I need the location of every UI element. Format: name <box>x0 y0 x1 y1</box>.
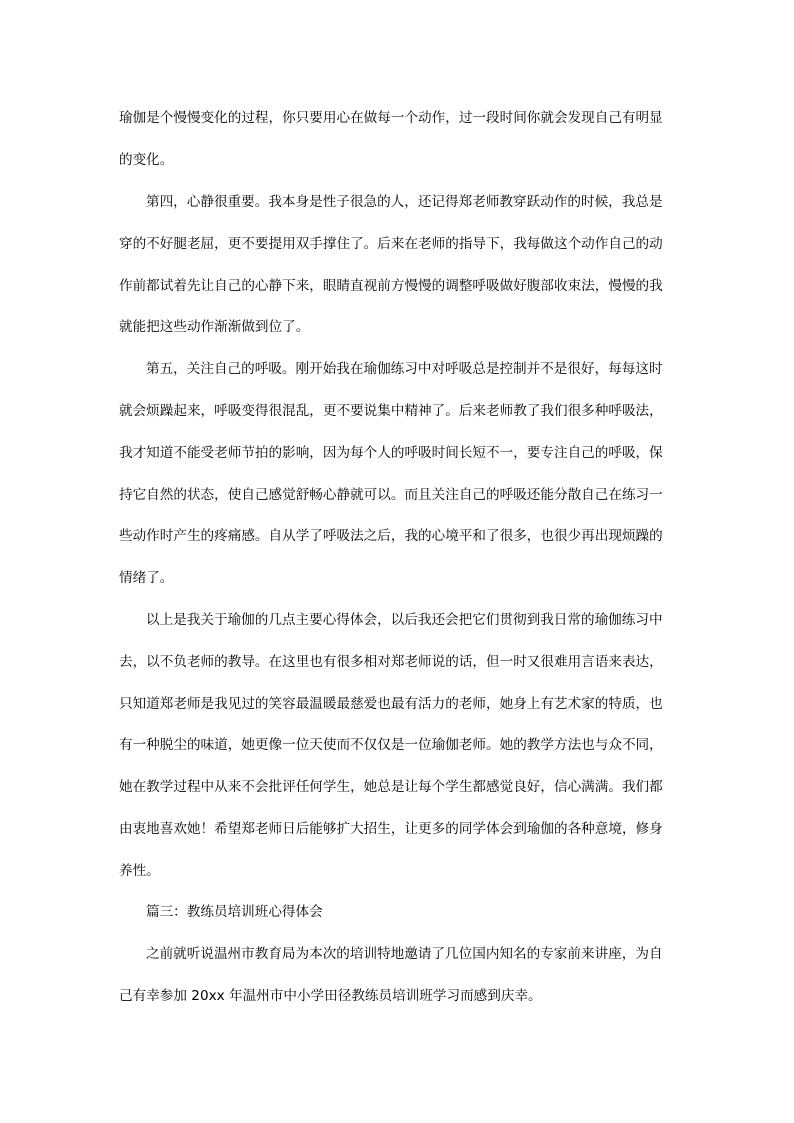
paragraph-line: 瑜伽是个慢慢变化的过程，你只要用心在做每一个动作，过一段时间你就会发现自己有明显 <box>119 110 663 126</box>
paragraph-line: 她在教学过程中从来不会批评任何学生，她总是让每个学生都感觉良好，信心满满。我们都 <box>119 779 663 795</box>
paragraph-line: 由衷地喜欢她！希望郑老师日后能够扩大招生，让更多的同学体会到瑜伽的各种意境，修身 <box>119 821 663 837</box>
section-heading: 篇三：教练员培训班心得体会 <box>146 904 323 920</box>
paragraph-line: 养性。 <box>119 863 160 879</box>
paragraph-line: 就能把这些动作渐渐做到位了。 <box>119 319 310 335</box>
paragraph-line: 有一种脱尘的味道，她更像一位天使而不仅仅是一位瑜伽老师。她的教学方法也与众不同， <box>119 737 663 753</box>
paragraph-line: 作前都试着先让自己的心静下来，眼睛直视前方慢慢的调整呼吸做好腹部收束法，慢慢的我 <box>119 278 663 294</box>
paragraph-line: 持它自然的状态，使自己感觉舒畅心静就可以。而且关注自己的呼吸还能分散自己在练习一 <box>119 487 663 503</box>
paragraph-line: 第四，心静很重要。我本身是性子很急的人，还记得郑老师教穿跃动作的时候，我总是 <box>146 194 663 210</box>
paragraph-line: 穿的不好腿老屈，更不要提用双手撑住了。后来在老师的指导下，我每做这个动作自己的动 <box>119 236 663 252</box>
paragraph-line: 只知道郑老师是我见过的笑容最温暖最慈爱也最有活力的老师，她身上有艺术家的特质，也 <box>119 696 663 712</box>
paragraph-line: 就会烦躁起来，呼吸变得很混乱，更不要说集中精神了。后来老师教了我们很多种呼吸法， <box>119 403 663 419</box>
paragraph-line: 以上是我关于瑜伽的几点主要心得体会，以后我还会把它们贯彻到我日常的瑜伽练习中 <box>146 612 663 628</box>
paragraph-line: 些动作时产生的疼痛感。自从学了呼吸法之后，我的心境平和了很多，也很少再出现烦躁的 <box>119 528 663 544</box>
paragraph-line: 之前就听说温州市教育局为本次的培训特地邀请了几位国内知名的专家前来讲座，为自 <box>146 946 663 962</box>
paragraph-line: 我才知道不能受老师节拍的影响，因为每个人的呼吸时间长短不一，要专注自己的呼吸，保 <box>119 445 663 461</box>
paragraph-line: 的变化。 <box>119 152 174 168</box>
paragraph-line: 己有幸参加 20xx 年温州市中小学田径教练员培训班学习而感到庆幸。 <box>119 988 542 1004</box>
paragraph-line: 去，以不负老师的教导。在这里也有很多相对郑老师说的话，但一时又很难用言语来表达， <box>119 654 663 670</box>
paragraph-line: 情绪了。 <box>119 570 174 586</box>
paragraph-line: 第五，关注自己的呼吸。刚开始我在瑜伽练习中对呼吸总是控制并不是很好，每每这时 <box>146 361 663 377</box>
